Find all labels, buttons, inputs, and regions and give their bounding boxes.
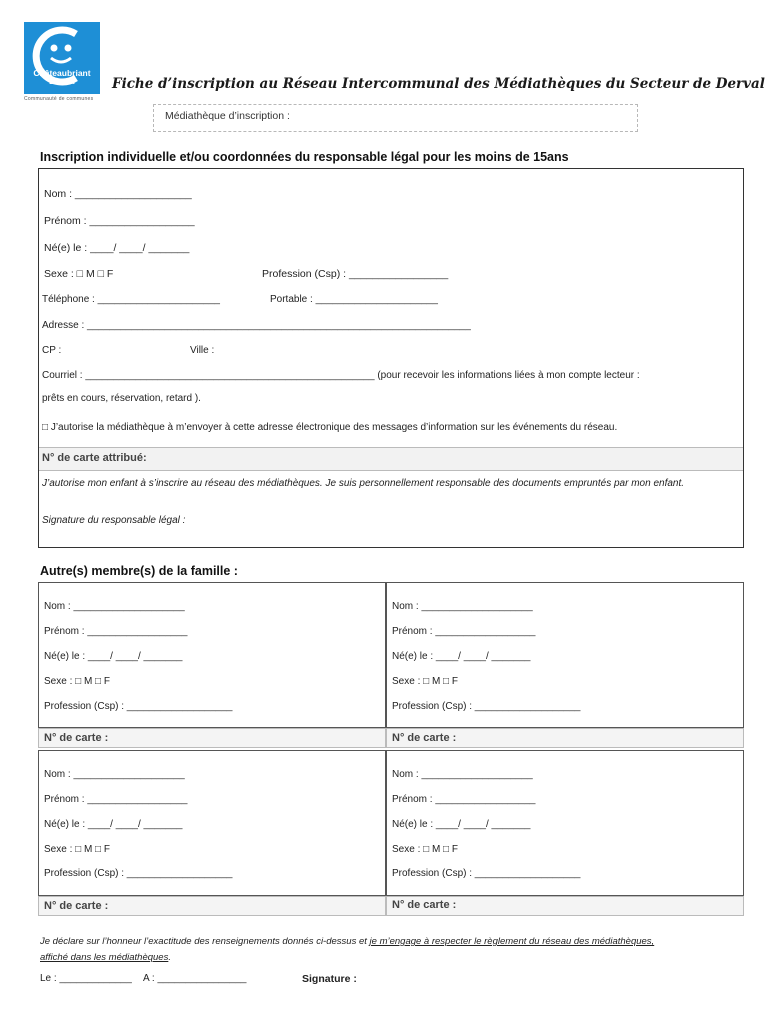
- logo-name-line2: Derval: [49, 76, 75, 86]
- prenom-field[interactable]: Prénom : __________________: [44, 215, 195, 227]
- member-birthdate-field[interactable]: Né(e) le : ____/ ____/ _______: [44, 651, 183, 662]
- declaration-text: [40, 934, 740, 966]
- adresse-field[interactable]: Adresse : _____________________________________________________________________: [42, 320, 471, 331]
- member-nom-field[interactable]: Nom : ____________________: [392, 601, 533, 612]
- member-birthdate-field[interactable]: Né(e) le : ____/ ____/ _______: [392, 651, 531, 662]
- member-card-number-label: N° de carte :: [392, 732, 457, 744]
- page-title: Fiche d’inscription au Réseau Intercommunal des Médiathèques du Secteur de Derval: [112, 76, 765, 92]
- member-sexe-field[interactable]: Sexe : □ M □ F: [392, 676, 458, 687]
- cp-field[interactable]: CP :: [42, 345, 62, 356]
- member-prenom-field[interactable]: Prénom : __________________: [392, 794, 536, 805]
- member-profession-field[interactable]: Profession (Csp) : ___________________: [392, 868, 581, 879]
- legal-guardian-signature-label: Signature du responsable légal :: [42, 515, 186, 526]
- telephone-field[interactable]: Téléphone : ______________________: [42, 294, 220, 305]
- declaration-end: .: [168, 952, 171, 963]
- member-sexe-field[interactable]: Sexe : □ M □ F: [44, 844, 110, 855]
- member-profession-field[interactable]: Profession (Csp) : ___________________: [44, 701, 233, 712]
- member-birthdate-field[interactable]: Né(e) le : ____/ ____/ _______: [392, 819, 531, 830]
- member-profession-field[interactable]: Profession (Csp) : ___________________: [392, 701, 581, 712]
- section-individual-title: Inscription individuelle et/ou coordonnées du responsable légal pour les moins de 15ans: [40, 150, 569, 164]
- logo-name-line1: Châteaubriant: [33, 68, 91, 78]
- place-field[interactable]: A : ________________: [143, 973, 247, 984]
- courriel-field[interactable]: Courriel : ____________________________________________________ (pour recevoir les informations liées à mon compte lecteur :: [42, 370, 640, 381]
- courriel-note: prêts en cours, réservation, retard ).: [42, 393, 201, 404]
- member-prenom-field[interactable]: Prénom : __________________: [44, 626, 188, 637]
- member-prenom-field[interactable]: Prénom : __________________: [44, 794, 188, 805]
- member-birthdate-field[interactable]: Né(e) le : ____/ ____/ _______: [44, 819, 183, 830]
- member-profession-field[interactable]: Profession (Csp) : ___________________: [44, 868, 233, 879]
- section-family-title: Autre(s) membre(s) de la famille :: [40, 564, 238, 578]
- sexe-field[interactable]: Sexe : □ M □ F: [44, 268, 114, 280]
- declaration-part2: je m’engage à respecter le règlement du réseau des médiathèques,: [369, 936, 655, 947]
- member-sexe-field[interactable]: Sexe : □ M □ F: [392, 844, 458, 855]
- email-consent-checkbox[interactable]: □ J’autorise la médiathèque à m’envoyer à cette adresse électronique des messages d’information sur les événements du réseau.: [42, 422, 618, 433]
- member-prenom-field[interactable]: Prénom : __________________: [392, 626, 536, 637]
- member-nom-field[interactable]: Nom : ____________________: [44, 769, 185, 780]
- profession-field[interactable]: Profession (Csp) : _________________: [262, 268, 449, 280]
- card-number-label: N° de carte attribué:: [42, 452, 147, 464]
- mediatheque-label: Médiathèque d’inscription :: [165, 110, 290, 122]
- logo-name: [24, 69, 100, 85]
- member-card-number-label: N° de carte :: [392, 899, 457, 911]
- member-card-number-label: N° de carte :: [44, 732, 109, 744]
- nom-field[interactable]: Nom : ____________________: [44, 188, 192, 200]
- member-card-number-label: N° de carte :: [44, 900, 109, 912]
- portable-field[interactable]: Portable : ______________________: [270, 294, 438, 305]
- member-nom-field[interactable]: Nom : ____________________: [44, 601, 185, 612]
- signature-label: Signature :: [302, 973, 357, 985]
- declaration-part1: Je déclare sur l’honneur l’exactitude des renseignements donnés ci-dessus et: [40, 936, 370, 947]
- child-authorization-text: J’autorise mon enfant à s’inscrire au réseau des médiathèques. Je suis personnellement responsable des documents empruntés par mon enfant.: [42, 478, 685, 489]
- declaration-part3: affiché dans les médiathèques: [40, 952, 169, 963]
- date-field[interactable]: Le : _____________: [40, 973, 132, 984]
- ville-field[interactable]: Ville :: [190, 345, 215, 356]
- member-nom-field[interactable]: Nom : ____________________: [392, 769, 533, 780]
- birthdate-field[interactable]: Né(e) le : ____/ ____/ _______: [44, 242, 190, 254]
- logo-subtitle: Communauté de communes: [24, 96, 94, 102]
- member-sexe-field[interactable]: Sexe : □ M □ F: [44, 676, 110, 687]
